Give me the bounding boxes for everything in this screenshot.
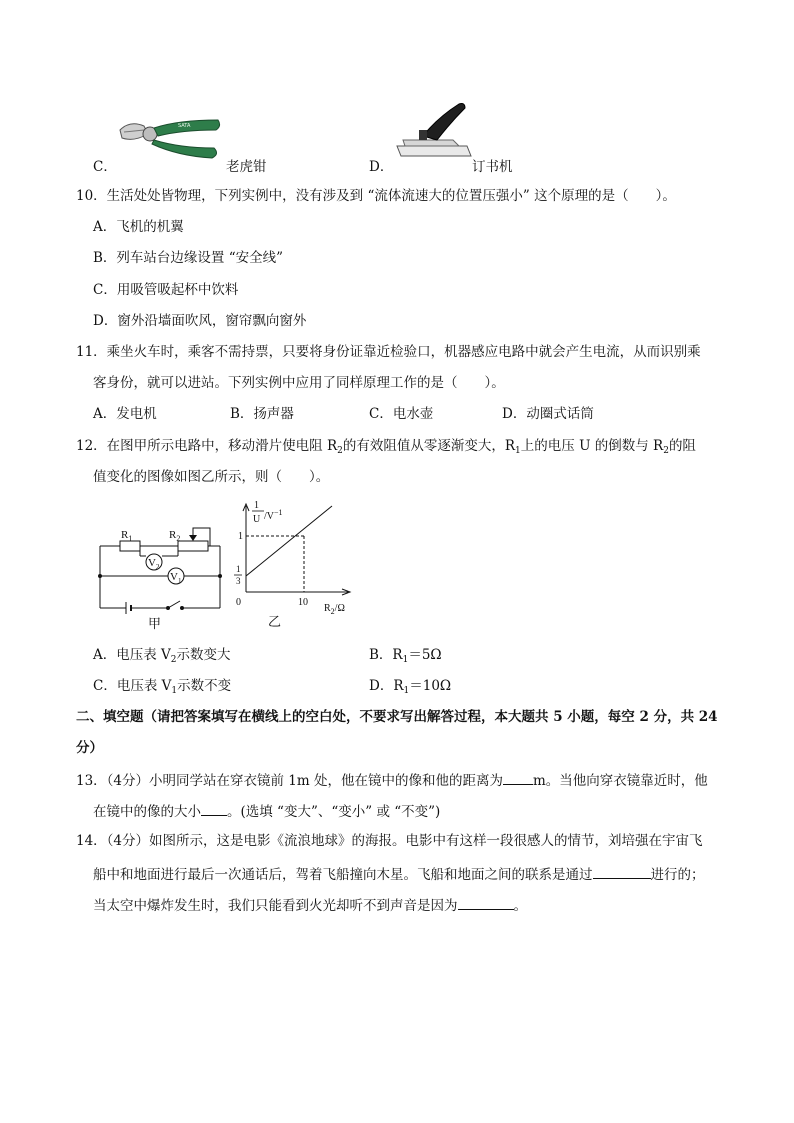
- v2-label: $V_2$: [148, 557, 160, 571]
- q9-option-c: [93, 158, 117, 176]
- tick-third-den: 3: [236, 576, 241, 586]
- question-10-stem: 10．生活处处皆物理，下列实例中，没有涉及到 “流体流速大的位置压强小” 这个原理的是（ ）。: [76, 188, 676, 204]
- option-letter: D．: [369, 159, 394, 175]
- question-14-line2: 船中和地面进行最后一次通话后，驾着飞船撞向木星。飞船和地面之间的联系是通过 进行的；: [93, 864, 705, 884]
- v1-label: $V_1$: [170, 571, 182, 585]
- graph-diagram: [228, 494, 362, 632]
- answer-blank[interactable]: [593, 864, 651, 879]
- origin-label: 0: [236, 597, 241, 608]
- question-11-option-c: C．电水壶: [369, 406, 434, 422]
- section-2-heading-line2: 分）: [76, 740, 103, 756]
- question-11-option-d: D．动圈式话筒: [502, 406, 594, 422]
- question-12-option-a: A．电压表 $V_2$示数变大: [93, 647, 231, 665]
- question-10-option-c: C．用吸管吸起杯中饮料: [93, 282, 239, 298]
- question-14-line1: 14．（4分）如图所示，这是电影《流浪地球》的海报。电影中有这样一段很感人的情节，刘培强在宇宙飞: [76, 833, 703, 849]
- tick-third-num: 1: [236, 564, 241, 574]
- question-14-line3: 当太空中爆炸发生时，我们只能看到火光却听不到声音是因为 。: [93, 895, 527, 915]
- graph-caption: 乙: [268, 614, 282, 629]
- question-11-option-a: A．发电机: [93, 406, 157, 422]
- r1-label: $R_1$: [121, 529, 133, 543]
- question-11-option-b: B．扬声器: [230, 406, 294, 422]
- y-frac-num: 1: [254, 500, 259, 511]
- question-12-stem-line1: 12．在图甲所示电路中，移动滑片使电阻 $R_2$的有效阻值从零逐渐变大，$R_1$上的电压 U 的倒数与 $R_2$的阻: [76, 438, 696, 456]
- y-frac-den: U: [253, 514, 261, 525]
- tick-x-10: 10: [298, 597, 308, 608]
- slider-arrow-icon: [189, 535, 197, 541]
- pliers-image: [118, 112, 226, 164]
- answer-blank[interactable]: [503, 770, 533, 785]
- answer-blank[interactable]: [458, 895, 514, 910]
- rheostat-r2: [178, 541, 208, 551]
- question-12-option-c: C．电压表 $V_1$示数不变: [93, 678, 232, 696]
- question-12-option-d: D．$R_1=10\Omega$: [369, 678, 452, 696]
- q9-option-d: [369, 158, 393, 176]
- section-2-heading-line1: 二、填空题（请把答案填写在横线上的空白处，不要求写出解答过程，本大题共 5 小题，每空 2 分，共 24: [76, 709, 718, 725]
- question-10-option-d: D．窗外沿墙面吹风，窗帘飘向窗外: [93, 313, 307, 329]
- question-13-line1: 13．（4分）小明同学站在穿衣镜前 1m 处，他在镜中的像和他的距离为 m。当他向穿衣镜靠近时，他: [76, 770, 708, 790]
- question-10-option-a: A．飞机的机翼: [93, 219, 184, 235]
- svg-text:SATA: SATA: [178, 123, 191, 129]
- question-11-stem-line1: 11．乘坐火车时，乘客不需持票，只要将身份证靠近检验口，机器感应电路中就会产生电流，从而识别乘: [76, 344, 701, 360]
- pliers-caption: 老虎钳: [226, 159, 267, 175]
- question-10-option-b: B．列车站台边缘设置 “安全线”: [93, 250, 284, 266]
- option-letter: C．: [93, 159, 117, 175]
- tick-y-1: 1: [238, 531, 243, 542]
- answer-blank[interactable]: [201, 801, 227, 816]
- question-12-option-b: B．$R_1=5\Omega$: [369, 647, 442, 665]
- stapler-caption: 订书机: [472, 159, 513, 175]
- question-12-stem-line2: 值变化的图像如图乙所示，则（ ）。: [93, 469, 330, 485]
- x-axis-label: $R_2/\Omega$: [324, 603, 345, 616]
- question-13-line2: 在镜中的像的大小 。(选填 “变大”、“变小” 或 “不变”): [93, 801, 440, 821]
- r2-label: $R_2$: [169, 529, 181, 543]
- circuit-diagram: [96, 520, 226, 632]
- y-axis-label: $/V^{-1}$: [264, 508, 283, 522]
- circuit-caption: 甲: [148, 616, 162, 631]
- question-11-stem-line2: 客身份，就可以进站。下列实例中应用了同样原理工作的是（ ）。: [93, 375, 505, 391]
- stapler-image: [393, 100, 475, 166]
